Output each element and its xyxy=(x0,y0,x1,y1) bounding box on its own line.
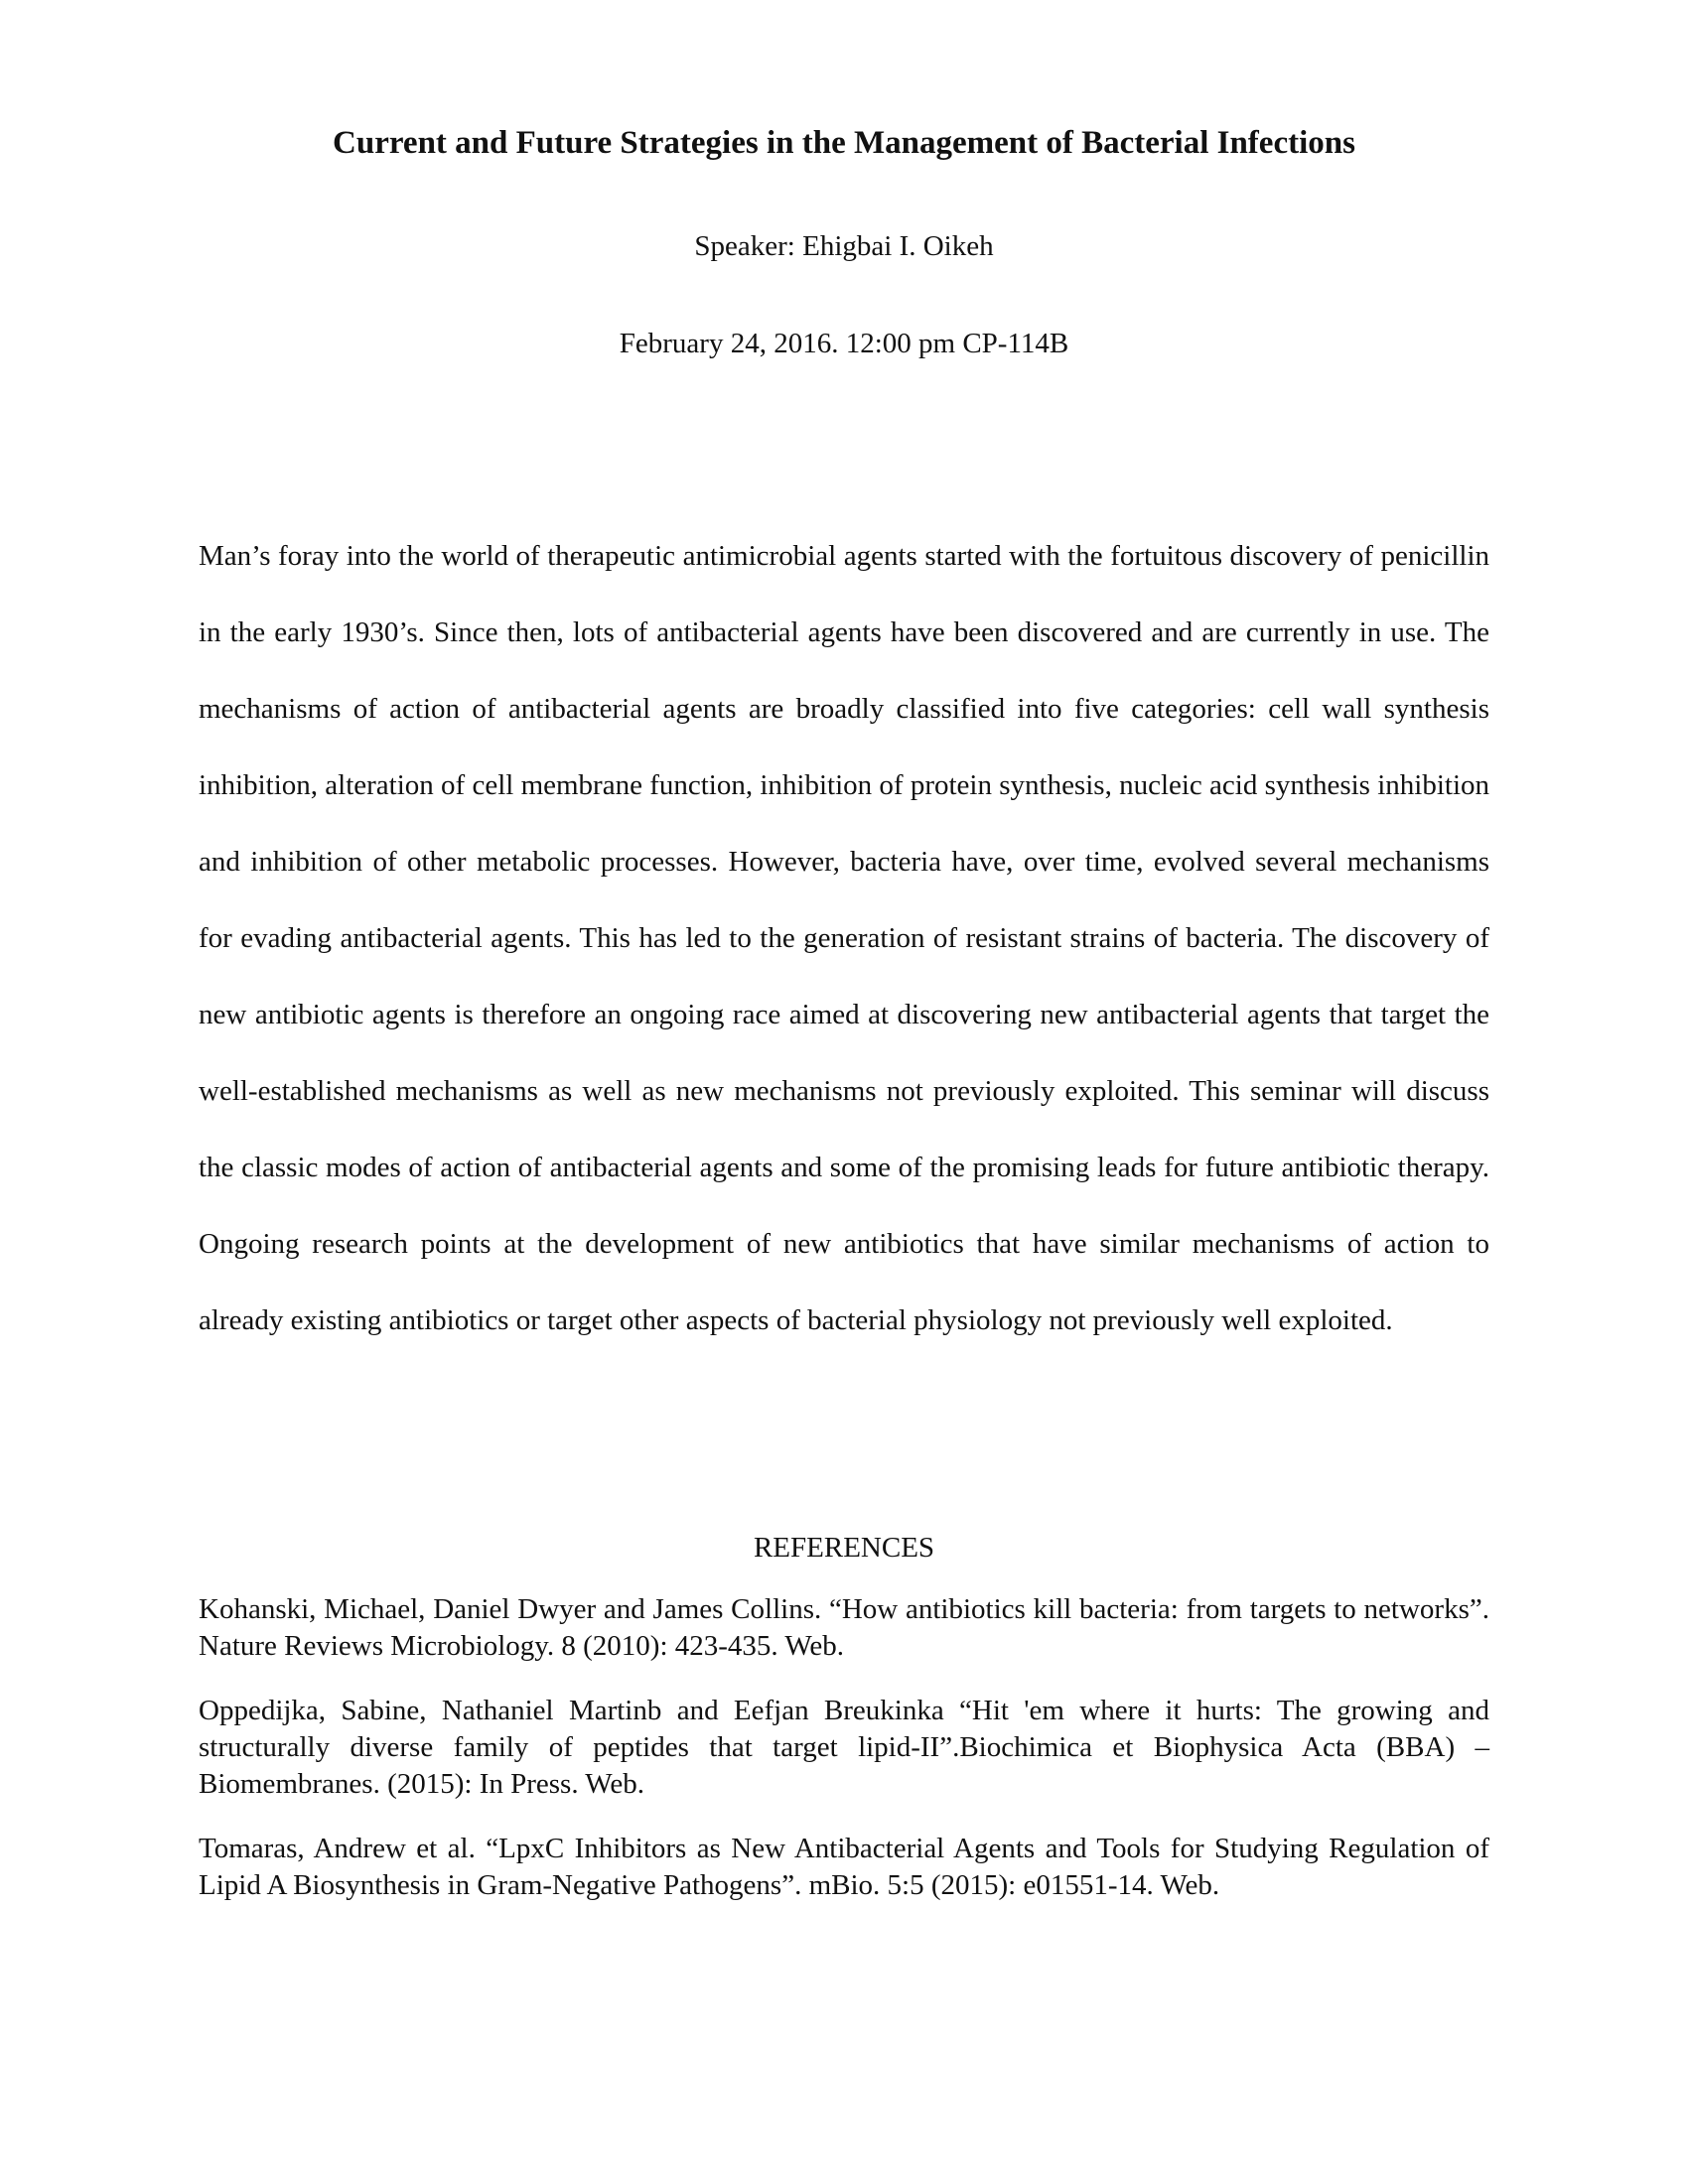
abstract-paragraph: Man’s foray into the world of therapeutic antimicrobial agents started with the fortuitous discovery of penicillin in the early 1930’s. Since then, lots of antibacterial agents have been discovered and are currently in use. The mechanisms of action of antibacterial agents are broadly classified into five categories: cell wall synthesis inhibition, alteration of cell membrane function, inhibition of protein synthesis, nucleic acid synthesis inhibition and inhibition of other metabolic processes. However, bacteria have, over time, evolved several mechanisms for evading antibacterial agents. This has led to the generation of resistant strains of bacteria. The discovery of new antibiotic agents is therefore an ongoing race aimed at discovering new antibacterial agents that target the well-established mechanisms as well as new mechanisms not previously exploited. This seminar will discuss the classic modes of action of antibacterial agents and some of the promising leads for future antibiotic therapy. Ongoing research points at the development of new antibiotics that have similar mechanisms of action to already existing antibiotics or target other aspects of bacterial physiology not previously well exploited. xyxy=(199,540,1489,1336)
references-list xyxy=(199,1591,1489,1932)
date-time-location: February 24, 2016. 12:00 pm CP-114B xyxy=(619,328,1069,359)
document-title: Current and Future Strategies in the Management of Bacterial Infections xyxy=(333,125,1355,161)
reference-item: Oppedijka, Sabine, Nathaniel Martinb and Eefjan Breukinka “Hit 'em where it hurts: The growing and structurally diverse family of peptides that target lipid-II”.Biochimica et Biophysica Acta (BBA) – Biomembranes. (2015): In Press. Web. xyxy=(199,1695,1489,1800)
references-heading: REFERENCES xyxy=(753,1532,935,1564)
reference-item: Kohanski, Michael, Daniel Dwyer and James Collins. “How antibiotics kill bacteria: from targets to networks”. Nature Reviews Microbiology. 8 (2010): 423-435. Web. xyxy=(199,1593,1489,1662)
speaker-line: Speaker: Ehigbai I. Oikeh xyxy=(694,230,994,262)
reference-item: Tomaras, Andrew et al. “LpxC Inhibitors as New Antibacterial Agents and Tools for Studying Regulation of Lipid A Biosynthesis in Gram-Negative Pathogens”. mBio. 5:5 (2015): e01551-14. Web. xyxy=(199,1833,1489,1901)
